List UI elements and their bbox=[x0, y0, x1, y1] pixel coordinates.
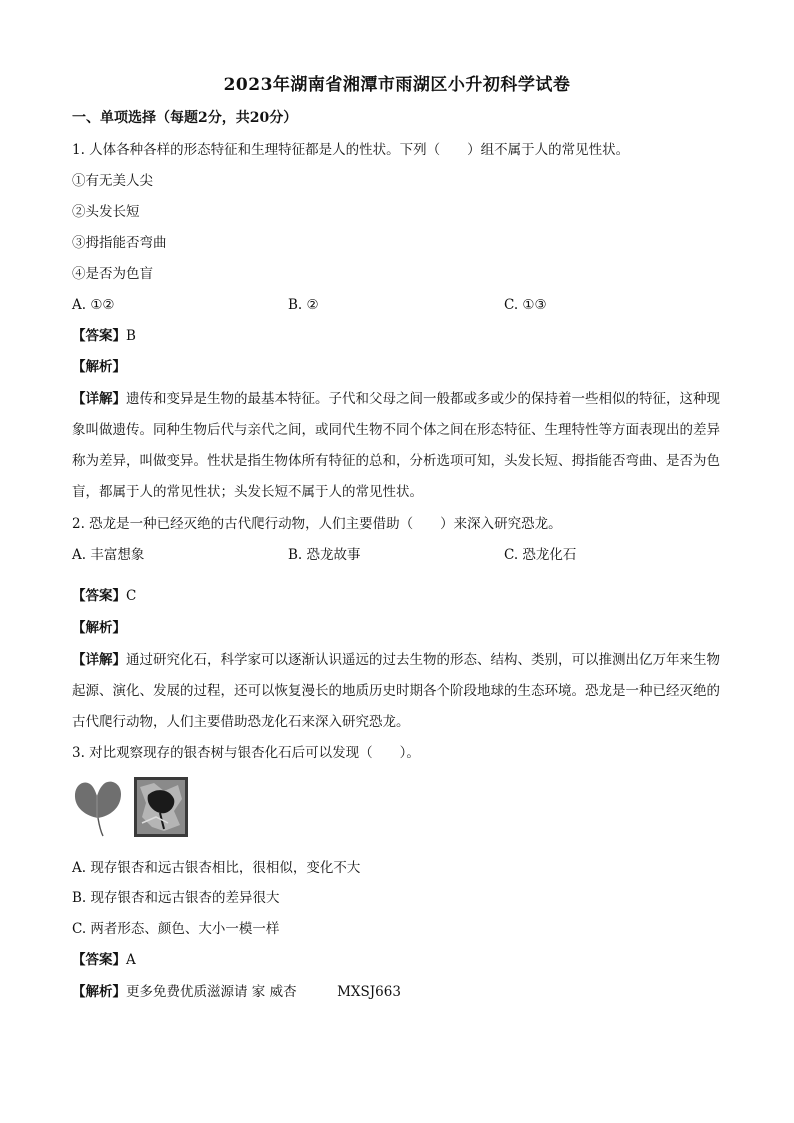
analysis-label: 【解析】 bbox=[72, 984, 126, 1000]
question-1-option-a: A. ①② bbox=[72, 297, 115, 313]
question-2-option-a: A. 丰富想象 bbox=[72, 547, 145, 563]
section-heading: 一、单项选择（每题2分，共20分） bbox=[72, 110, 298, 126]
question-1-detail bbox=[72, 384, 720, 508]
detail-text: 通过研究化石，科学家可以逐渐认识遥远的过去生物的形态、结构、类别，可以推测出亿万年来生物起源、演化、发展的过程，还可以恢复漫长的地质历史时期各个阶段地球的生态环境。恐龙是一种已经灭绝的古代爬行动物，人们主要借助恐龙化石来深入研究恐龙。 bbox=[72, 652, 720, 730]
answer-value: B bbox=[126, 328, 136, 344]
analysis-text: 更多免费优质滋源请 家 威杏 MXSJ663 bbox=[126, 984, 401, 1000]
ginkgo-fossil-image bbox=[134, 777, 188, 837]
answer-label: 【答案】 bbox=[72, 952, 126, 968]
question-3-analysis bbox=[72, 982, 401, 1002]
question-2-detail bbox=[72, 645, 720, 738]
question-1-item: ①有无美人尖 bbox=[72, 173, 153, 189]
page-title: 2023年湖南省湘潭市雨湖区小升初科学试卷 bbox=[223, 75, 571, 95]
question-1-option-c: C. ①③ bbox=[504, 297, 547, 313]
question-3-answer bbox=[72, 950, 136, 970]
question-3-option-b: B. 现存银杏和远古银杏的差异很大 bbox=[72, 890, 280, 906]
question-1-option-b: B. ② bbox=[288, 297, 319, 313]
question-3-stem: 3. 对比观察现存的银杏树与银杏化石后可以发现（ ）。 bbox=[72, 745, 420, 761]
question-1-analysis bbox=[72, 357, 126, 377]
question-2-option-b: B. 恐龙故事 bbox=[288, 547, 361, 563]
analysis-label: 【解析】 bbox=[72, 620, 126, 636]
question-2-analysis bbox=[72, 618, 126, 638]
question-1-item: ②头发长短 bbox=[72, 204, 140, 220]
answer-label: 【答案】 bbox=[72, 588, 126, 604]
question-1-item: ④是否为色盲 bbox=[72, 266, 153, 282]
ginkgo-leaf-image bbox=[72, 778, 124, 838]
detail-label: 【详解】 bbox=[72, 652, 126, 668]
question-2-answer bbox=[72, 586, 136, 606]
detail-text: 遗传和变异是生物的最基本特征。子代和父母之间一般都或多或少的保持着一些相似的特征，这种现象叫做遗传。同种生物后代与亲代之间，或同代生物不同个体之间在形态特征、生理特性等方面表现出的差异称为差异，叫做变异。性状是指生物体所有特征的总和，分析选项可知，头发长短、拇指能否弯曲、是否为色盲，都属于人的常见性状；头发长短不属于人的常见性状。 bbox=[72, 391, 720, 500]
question-3-option-a: A. 现存银杏和远古银杏相比，很相似，变化不大 bbox=[72, 860, 361, 876]
question-2-stem: 2. 恐龙是一种已经灭绝的古代爬行动物，人们主要借助（ ）来深入研究恐龙。 bbox=[72, 516, 562, 532]
question-2-option-c: C. 恐龙化石 bbox=[504, 547, 577, 563]
question-1-answer bbox=[72, 326, 136, 346]
answer-value: C bbox=[126, 588, 137, 604]
question-1-item: ③拇指能否弯曲 bbox=[72, 235, 167, 251]
detail-label: 【详解】 bbox=[72, 391, 126, 407]
question-3-option-c: C. 两者形态、颜色、大小一模一样 bbox=[72, 921, 280, 937]
answer-value: A bbox=[126, 952, 136, 968]
analysis-label: 【解析】 bbox=[72, 359, 126, 375]
question-1-stem: 1. 人体各种各样的形态特征和生理特征都是人的性状。下列（ ）组不属于人的常见性状。 bbox=[72, 142, 630, 158]
answer-label: 【答案】 bbox=[72, 328, 126, 344]
